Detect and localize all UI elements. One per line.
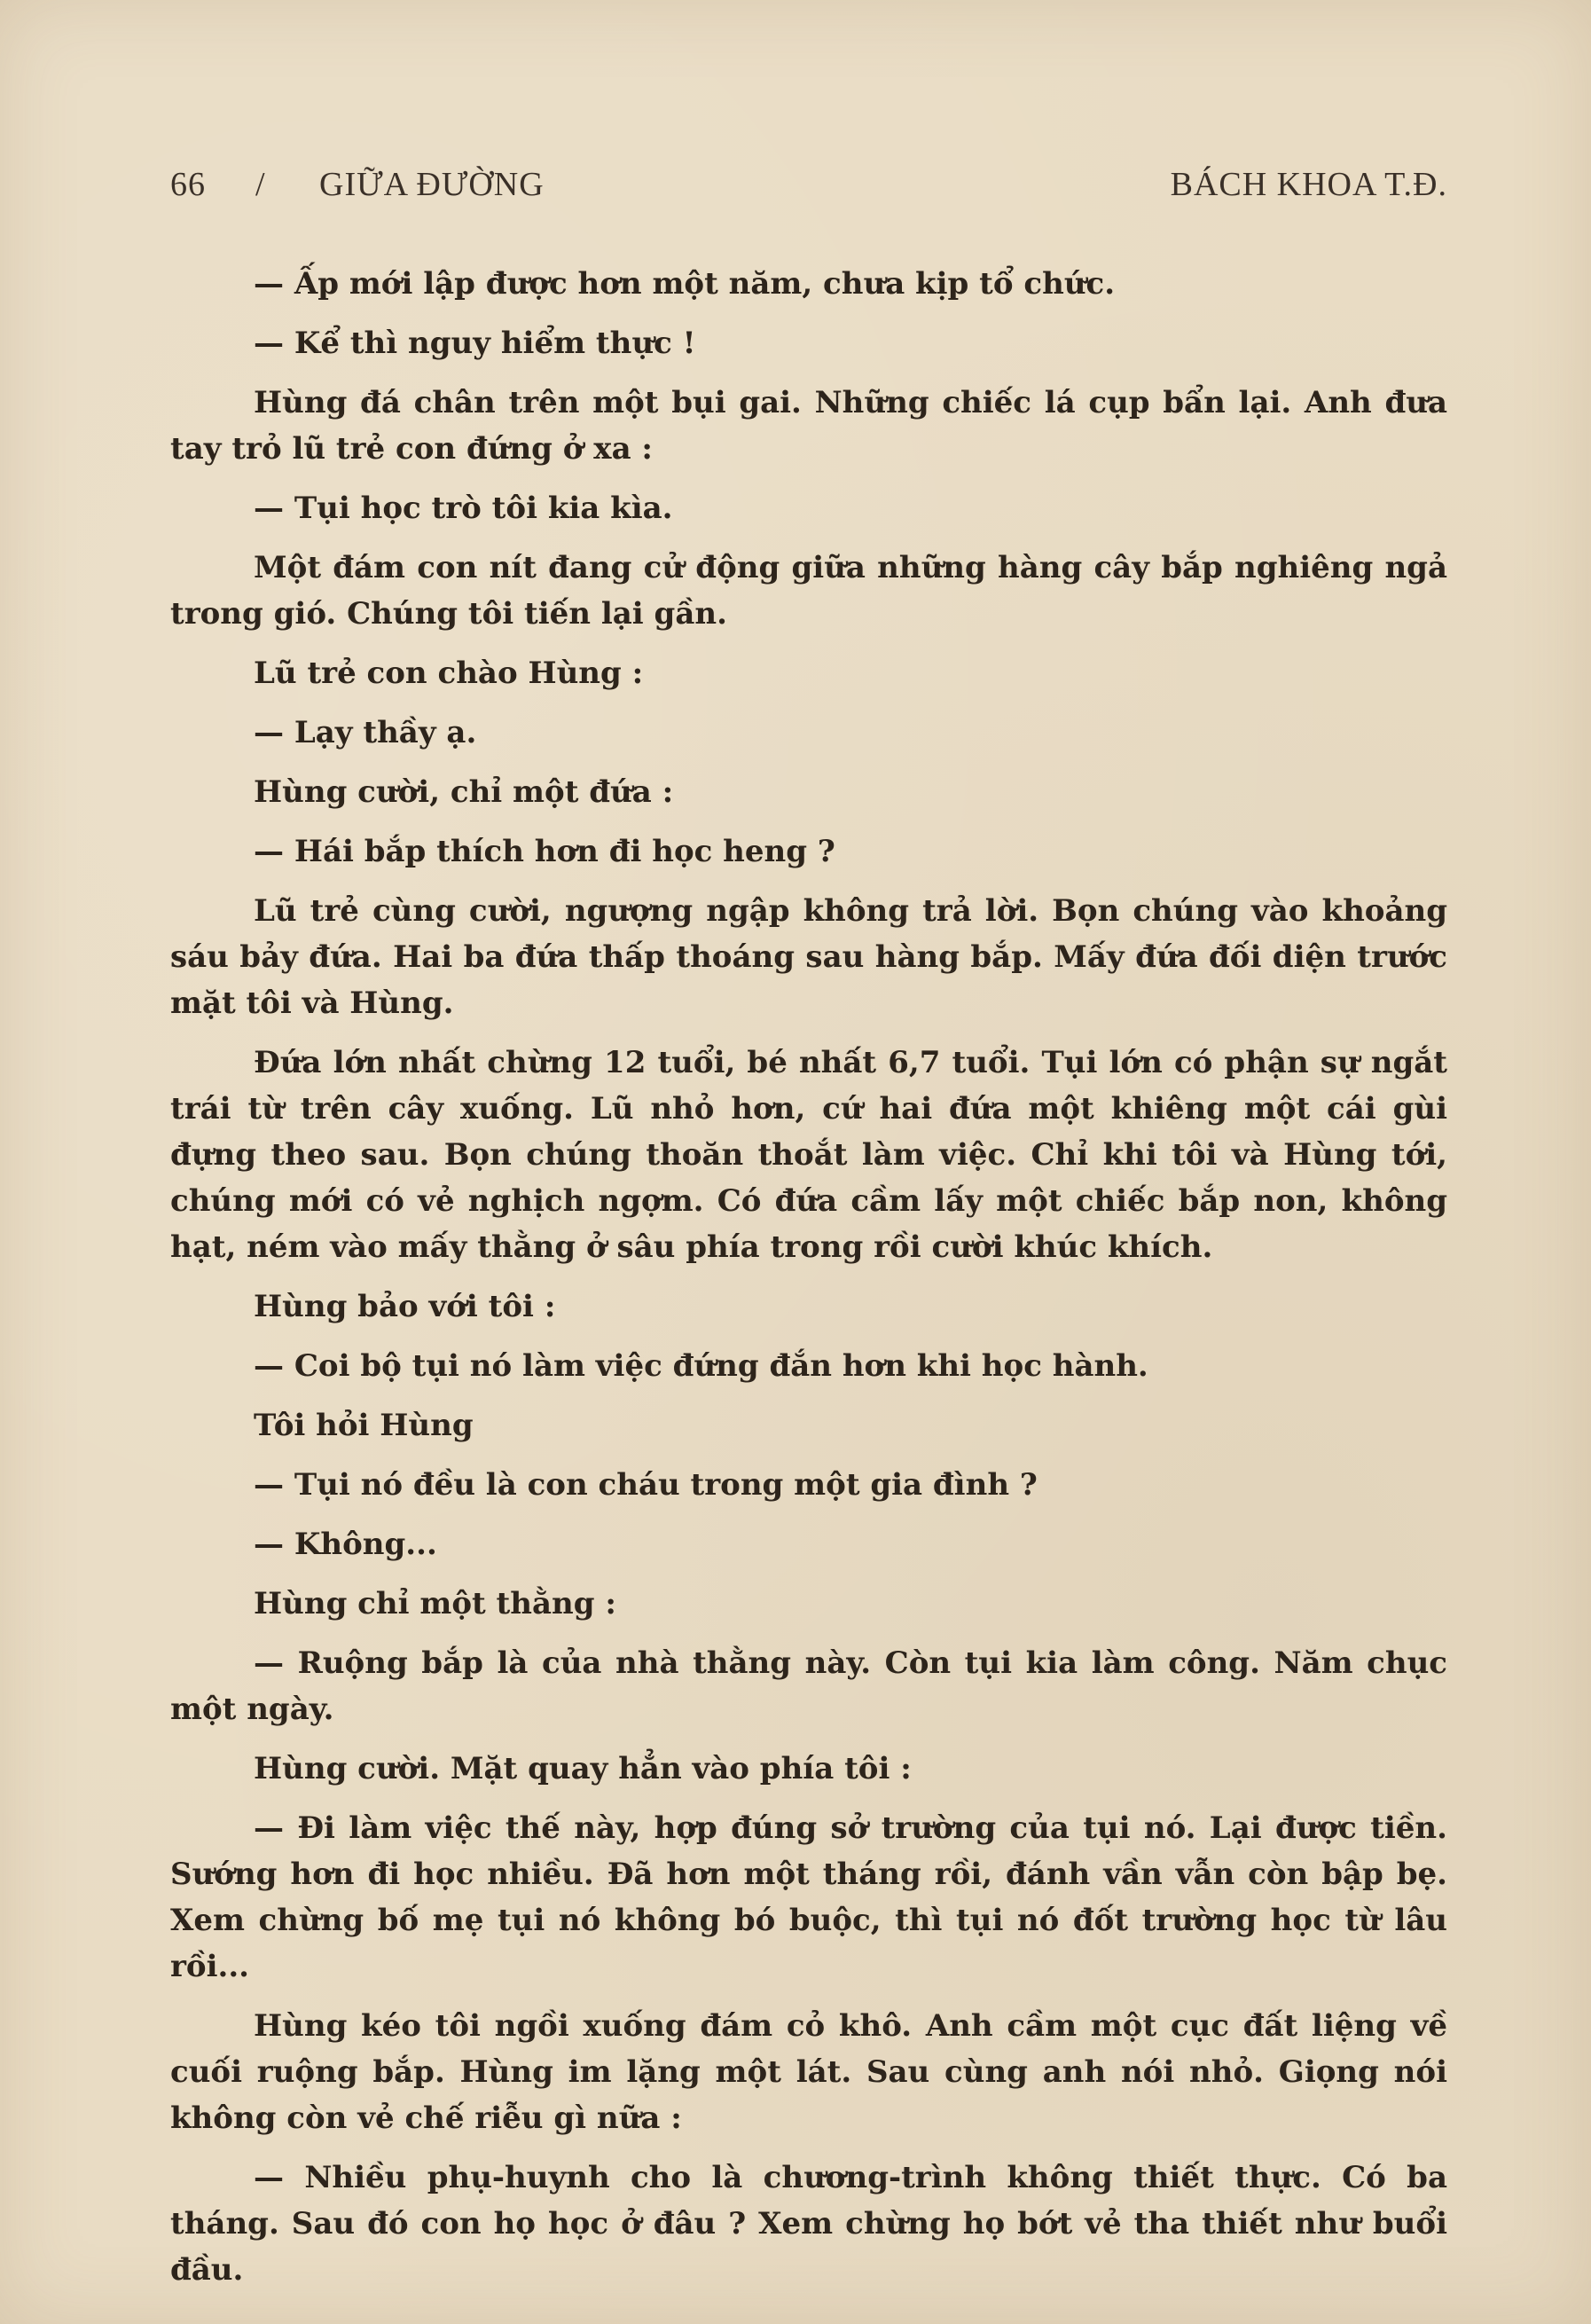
paragraph: Đứa lớn nhất chừng 12 tuổi, bé nhất 6,7 tuổi. Tụi lớn có phận sự ngắt trái từ trên cây xuống. Lũ nhỏ hơn, cứ hai đứa một khiêng một cái gùi đựng theo sau. Bọn chúng thoăn thoắt làm việc. Chỉ khi tôi và Hùng tới, chúng mới có vẻ nghịch ngợm. Có đứa cầm lấy một chiếc bắp non, không hạt, ném vào mấy thằng ở sâu phía trong rồi cười khúc khích. (170, 1045, 1447, 1265)
paragraph: Hùng bảo với tôi : (254, 1289, 556, 1324)
paragraph: Hùng đá chân trên một bụi gai. Những chiếc lá cụp bẩn lại. Anh đưa tay trỏ lũ trẻ con đứng ở xa : (170, 385, 1447, 467)
paragraph: — Kể thì nguy hiểm thực ! (254, 326, 696, 361)
paragraph: — Ruộng bắp là của nhà thằng này. Còn tụi kia làm công. Năm chục một ngày. (170, 1645, 1447, 1727)
paragraph: Hùng kéo tôi ngồi xuống đám cỏ khô. Anh cầm một cục đất liệng về cuối ruộng bắp. Hùng im lặng một lát. Sau cùng anh nói nhỏ. Giọng nói không còn vẻ chế riễu gì nữa : (170, 2008, 1447, 2136)
paragraph: Hùng cười, chỉ một đứa : (254, 774, 674, 810)
header-separator: / (255, 166, 266, 203)
paragraph: — Coi bộ tụi nó làm việc đứng đắn hơn khi học hành. (254, 1348, 1148, 1384)
paragraph: — Hái bắp thích hơn đi học heng ? (254, 834, 835, 869)
page-header (170, 165, 1447, 209)
paragraph: — Không... (254, 1527, 437, 1562)
body-text (170, 261, 1447, 2306)
paragraph: — Đi làm việc thế này, hợp đúng sở trường của tụi nó. Lại được tiền. Sướng hơn đi học nhiều. Đã hơn một tháng rồi, đánh vần vẫn còn bập bẹ. Xem chừng bố mẹ tụi nó không bó buộc, thì tụi nó đốt trường học từ lâu rồi... (170, 1810, 1447, 1984)
paragraph: — Tụi nó đều là con cháu trong một gia đình ? (254, 1467, 1038, 1503)
paragraph: — Ấp mới lập được hơn một năm, chưa kịp tổ chức. (254, 266, 1116, 302)
paragraph: Hùng chỉ một thằng : (254, 1586, 616, 1621)
paragraph: Hùng cười. Mặt quay hẳn vào phía tôi : (254, 1751, 912, 1786)
running-title: GIỮA ĐƯỜNG (319, 166, 545, 203)
paragraph: — Lạy thầy ạ. (254, 715, 477, 750)
paragraph: Lũ trẻ con chào Hùng : (254, 656, 644, 691)
paragraph: — Nhiều phụ-huynh cho là chương-trình không thiết thực. Có ba tháng. Sau đó con họ học ở đâu ? Xem chừng họ bớt vẻ tha thiết như buổi đầu. (170, 2160, 1447, 2288)
paragraph: — Tụi học trò tôi kia kìa. (254, 491, 673, 526)
paragraph: Một đám con nít đang cử động giữa những hàng cây bắp nghiêng ngả trong gió. Chúng tôi tiến lại gần. (170, 550, 1447, 632)
publication-name: BÁCH KHOA T.Đ. (1170, 166, 1447, 203)
page-number: 66 (170, 166, 206, 203)
paragraph: Tôi hỏi Hùng (254, 1408, 474, 1443)
paragraph: Lũ trẻ cùng cười, ngượng ngập không trả lời. Bọn chúng vào khoảng sáu bảy đứa. Hai ba đứa thấp thoáng sau hàng bắp. Mấy đứa đối diện trước mặt tôi và Hùng. (170, 893, 1447, 1021)
